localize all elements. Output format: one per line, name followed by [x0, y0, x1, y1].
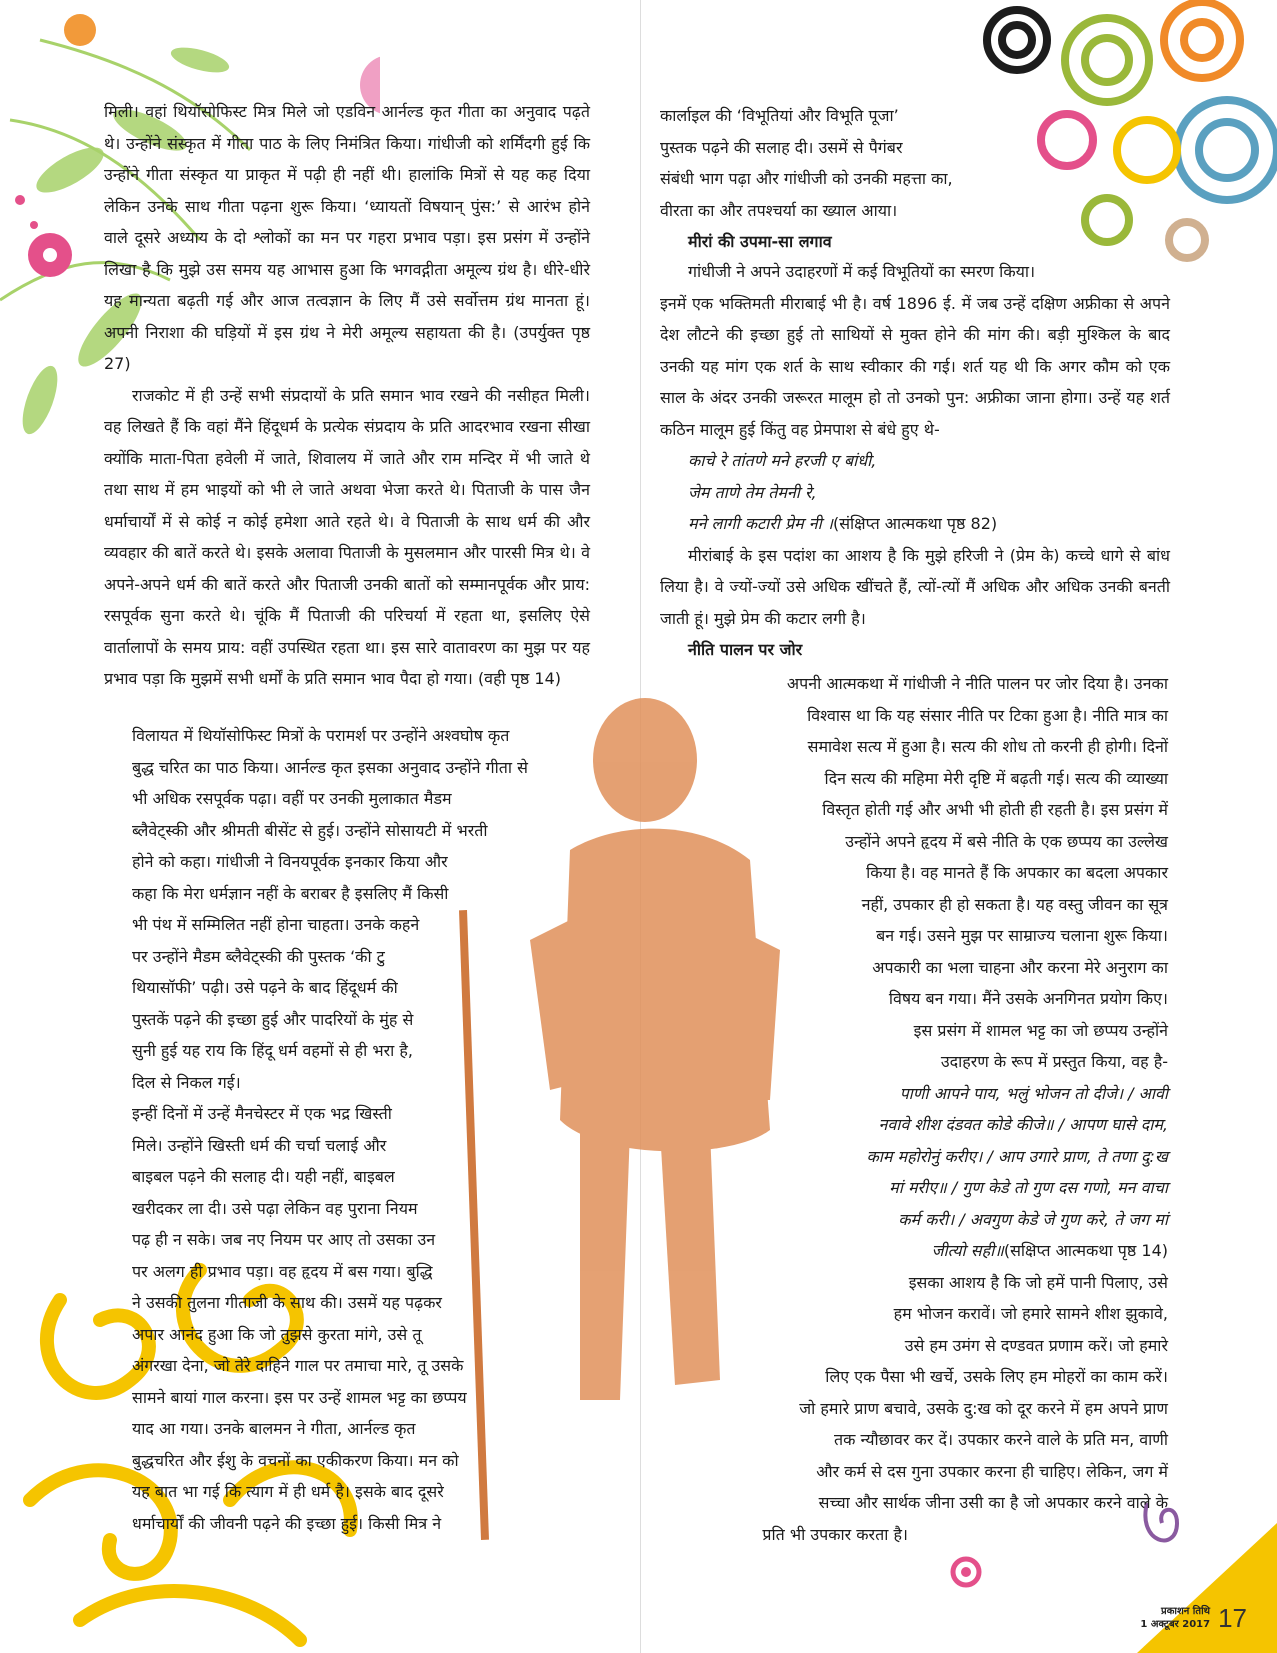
verse-line: जेम ताणे तेम तेमनी रे,	[688, 482, 817, 502]
text-line: कार्लाइल की ‘विभूतियां और विभूति पूजा’	[660, 106, 899, 125]
text-line: विस्तृत होती गई और अभी भी होती ही रहती है। इस प्रसंग में	[822, 800, 1168, 819]
paragraph	[104, 720, 574, 1098]
citation: (सक्षिप्त आत्मकथा पृष्ठ 14)	[1003, 1241, 1168, 1260]
text-line: प्रति भी उपकार करता है।	[762, 1524, 908, 1544]
verse	[660, 445, 1170, 540]
page-number: 17	[1218, 1603, 1247, 1633]
text-line: थियासॉफी’ पढ़ी। उसे पढ़ने के बाद हिंदूधर्म की	[132, 978, 398, 997]
right-column-top	[660, 100, 1160, 258]
verse-line: मां मरीए॥ / गुण केडे तो गुण दस गणो, मन वाचा	[889, 1178, 1168, 1197]
publication-date	[1140, 1605, 1210, 1631]
text-line: उसे हम उमंग से दण्डवत प्रणाम करें। जो हमारे	[904, 1335, 1168, 1355]
paragraph: मीरांबाई के इस पदांश का आशय है कि मुझे हरिजी ने (प्रेम के) कच्चे धागे से बांध लिया है। वे ज्यों-ज्यों उसे अधिक खींचते हैं, त्यों-त्यों मैं अधिक और अधिक उनकी बनती जाती हूं। मुझे प्रेम की कटार लगी है।	[660, 545, 1170, 628]
text-line: विश्वास था कि यह संसार नीति पर टिका हुआ है। नीति मात्र का	[807, 705, 1168, 725]
text-line: इन्हीं दिनों में उन्हें मैनचेस्टर में एक भद्र खिस्ती	[132, 1104, 392, 1123]
text-line: गांधीजी ने अपने उदाहरणों में कई विभूतियों का स्मरण किया।	[688, 262, 1036, 281]
text-line: पर उन्होंने मैडम ब्लैवेट्स्की की पुस्तक ‘की टु	[132, 946, 385, 966]
section-heading: नीति पालन पर जोर	[688, 640, 803, 659]
text-line: उन्होंने अपने हृदय में बसे नीति के एक छप्पय का उल्लेख	[845, 831, 1168, 851]
text-line: अपकारी का भला चाहना और करना मेरे अनुराग का	[872, 957, 1168, 977]
text-line: भी अधिक रसपूर्वक पढ़ा। वहीं पर उनकी मुलाकात मैडम	[132, 789, 452, 808]
page-folio	[1140, 1605, 1247, 1631]
text-line: हम भोजन करावें। जो हमारे सामने शीश झुकावे,	[893, 1304, 1168, 1323]
text-line: लिए एक पैसा भी खर्चे, उसके लिए हम मोहरों का काम करें।	[825, 1367, 1168, 1386]
text-line: अपार आनंद हुआ कि जो तुझसे कुरता मांगे, उसे तू	[132, 1324, 422, 1344]
text-line: पुस्तक पढ़ने की सलाह दी। उसमें से पैगंबर	[660, 137, 903, 157]
verse-line: नवावे शीश दंडवत कोडे कीजे॥ / आपण घासे दाम,	[878, 1115, 1168, 1134]
verse	[668, 1078, 1168, 1267]
left-column	[104, 96, 590, 695]
text-line: खरीदकर ला दी। उसे पढ़ा लेकिन वह पुराना नियम	[132, 1198, 418, 1218]
text-line: इसका आशय है कि जो हमें पानी पिलाए, उसे	[908, 1272, 1168, 1292]
paragraph: राजकोट में ही उन्हें सभी संप्रदायों के प्रति समान भाव रखने की नसीहत मिली। वह लिखते हैं कि वहां मैंने हिंदूधर्म के प्रत्येक संप्रदाय के प्रति आदरभाव रखना सीखा क्योंकि माता-पिता हवेली में जाते, शिवालय में जाते और राम मन्दिर में भी जाते थे तथा साथ में हम भाइयों को भी ले जाते अथवा भेजा करते थे। पिताजी के पास जैन धर्माचार्यों में से कोई न कोई हमेशा आते रहते थे। वे पिताजी के साथ धर्म की और व्यवहार की बातें करते थे। इसके अलावा पिताजी के मुसलमान और पारसी मित्र थे। वे अपने-अपने धर्म की बातें करते और पिताजी उनकी बातों को सम्मानपूर्वक और प्राय: रसपूर्वक सुना करते थे। चूंकि मैं पिताजी की परिचर्या में रहता था, इसलिए ऐसे वार्तालापों के समय प्राय: वहीं उपस्थित रहता था। इस सारे वातावरण का मुझ पर यह प्रभाव पड़ा कि मुझमें सभी धर्मों के प्रति समान भाव पैदा हो गया। (वही पृष्ठ 14)	[104, 385, 590, 688]
text-line: अपनी आत्मकथा में गांधीजी ने नीति पालन पर जोर दिया है। उनका	[786, 674, 1168, 693]
verse-line: काम महोरोनुं करीए। / आप उगारे प्राण, ते तणा दु:ख	[866, 1146, 1168, 1166]
text-line: भी पंथ में सम्मिलित नहीं होना चाहता। उनके कहने	[132, 915, 420, 934]
text-line: उदाहरण के रूप में प्रस्तुत किया, वह है-	[940, 1052, 1168, 1071]
pub-date-value: 1 अक्टूबर 2017	[1140, 1619, 1211, 1630]
text-line: तक न्यौछावर कर दें। उपकार करने वाले के प्रति मन, वाणी	[834, 1430, 1168, 1449]
text-line: किया है। वह मानते हैं कि अपकार का बदला अपकार	[866, 863, 1168, 882]
paragraph: मिली। वहां थियॉसोफिस्ट मित्र मिले जो एडविन आर्नल्ड कृत गीता का अनुवाद पढ़ते थे। उन्होंने संस्कृत में गीता पाठ के लिए निमंत्रित किया। गांधीजी को शर्मिंदगी हुई कि उन्होंने गीता संस्कृत या प्राकृत में पढ़ी ही नहीं थी। हालांकि मित्रों से यह कह दिया लेकिन उनके साथ गीता पढ़ना शुरू किया। ‘ध्यायतों विषयान् पुंस:’ से आरंभ होने वाले दूसरे अध्याय के दो श्लोकों का मन पर गहरा प्रभाव पड़ा। इस प्रसंग में उन्होंने लिखा है कि मुझे उस समय यह आभास हुआ कि भगवद्गीता अमूल्य ग्रंथ है। धीरे-धीरे यह मान्यता बढ़ती गई और आज तत्वज्ञान के लिए मैं उसे सर्वोत्तम ग्रंथ मानता हूं। अपनी निराशा की घड़ियों में इस ग्रंथ ने मेरी अमूल्य सहायता की है। (उपर्युक्त पृष्ठ 27)	[104, 102, 590, 373]
text-line: पुस्तकें पढ़ने की इच्छा हुई और पादरियों के मुंह से	[132, 1009, 414, 1029]
text-line: इस प्रसंग में शामल भट्ट का जो छप्पय उन्होंने	[913, 1020, 1168, 1040]
text-line: बाइबल पढ़ने की सलाह दी। यही नहीं, बाइबल	[132, 1167, 395, 1186]
section-heading: मीरां की उपमा-सा लगाव	[688, 232, 832, 251]
citation: (संक्षिप्त आत्मकथा पृष्ठ 82)	[832, 514, 998, 533]
text-line: और कर्म से दस गुना उपकार करना ही चाहिए। लेकिन, जग में	[816, 1461, 1168, 1481]
verse-line: जीत्यो सही॥(सक्षिप्त आत्मकथा पृष्ठ 14)	[931, 1241, 1168, 1260]
text-line: मिले। उन्होंने खिस्ती धर्म की चर्चा चलाई और	[132, 1135, 387, 1155]
text-line: धर्माचार्यों की जीवनी पढ़ने की इच्छा हुई। किसी मित्र ने	[132, 1513, 442, 1533]
text-line: यह बात भा गई कि त्याग में ही धर्म है। इसके बाद दूसरे	[132, 1482, 444, 1501]
text-line: समावेश सत्य में हुआ है। सत्य की शोध तो करनी ही होगी। दिनों	[807, 737, 1168, 756]
text-line: सच्चा और सार्थक जीना उसी का है जो अपकार करने वाले के	[818, 1493, 1168, 1512]
paragraph: इनमें एक भक्तिमती मीराबाई भी है। वर्ष 1896 ई. में जब उन्हें दक्षिण अफ्रीका से अपने देश लौटने की इच्छा हुई तो साथियों से मुक्त होने की मांग की। बड़ी मुश्किल के बाद उनकी यह मांग एक शर्त के साथ स्वीकार की गई। शर्त यह थी कि अगर कौम को एक साल के अंदर उनकी जरूरत मालूम हो तो उनको पुन: अफ्रीका जाना होगा। उन्हें यह शर्त कठिन मालूम हुई किंतु वह प्रेमपाश से बंधे हुए थे-	[660, 293, 1170, 439]
right-column	[660, 256, 1170, 666]
text-line: बन गई। उसने मुझ पर साम्राज्य चलाना शुरू किया।	[876, 926, 1168, 945]
verse-line: कर्म करी। / अवगुण केडे जे गुण करे, ते जग मां	[898, 1209, 1168, 1229]
verse-line: मने लागी कटारी प्रेम नी ।(संक्षिप्त आत्मकथा पृष्ठ 82)	[688, 514, 998, 533]
publisher-logo-icon	[950, 1556, 982, 1588]
left-column-narrow	[104, 720, 574, 1539]
text-line: बुद्धचरित और ईशु के वचनों का एकीकरण किया। मन को	[132, 1450, 459, 1470]
text-line: कहा कि मेरा धर्मज्ञान नहीं के बराबर है इसलिए मैं किसी	[132, 883, 449, 903]
text-line: वीरता का और तपश्चर्या का ख्याल आया।	[660, 200, 898, 220]
text-line: पढ़ ही न सके। जब नए नियम पर आए तो उसका उन	[132, 1230, 436, 1249]
text-line: अंगरखा देना, जो तेरे दाहिने गाल पर तमाचा मारे, तू उसके	[132, 1356, 464, 1375]
text-line: याद आ गया। उनके बालमन ने गीता, आर्नल्ड कृत	[132, 1419, 416, 1438]
text-line: विषय बन गया। मैंने उसके अनगिनत प्रयोग किए।	[888, 989, 1168, 1008]
right-column-lower	[668, 668, 1168, 1550]
text-line: पर अलग ही प्रभाव पड़ा। वह हृदय में बस गया। बुद्धि	[132, 1261, 433, 1281]
text-line: होने को कहा। गांधीजी ने विनयपूर्वक इनकार किया और	[132, 852, 448, 871]
pub-date-label: प्रकाशन तिथि	[1161, 1606, 1211, 1617]
text-line: सामने बायां गाल करना। इस पर उन्हें शामल भट्ट का छप्पय	[132, 1387, 467, 1407]
paragraph	[104, 1098, 574, 1539]
verse-line: पाणी आपने पाय, भलुं भोजन तो दीजे। / आवी	[899, 1083, 1168, 1103]
text-line: जो हमारे प्राण बचावे, उसके दु:ख को दूर करने में हम अपने प्राण	[799, 1398, 1168, 1418]
text-line: संबंधी भाग पढ़ा और गांधीजी को उनकी महत्ता का,	[660, 169, 953, 188]
text-line: बुद्ध चरित का पाठ किया। आर्नल्ड कृत इसका अनुवाद उन्होंने गीता से	[132, 757, 528, 777]
text-line: ब्लैवेट्स्की और श्रीमती बीसेंट से हुई। उन्होंने सोसायटी में भरती	[132, 820, 488, 840]
text-line: सुनी हुई यह राय कि हिंदू धर्म वहमों से ही भरा है,	[132, 1041, 413, 1060]
text-line: विलायत में थियॉसोफिस्ट मित्रों के परामर्श पर उन्होंने अश्वघोष कृत	[132, 726, 510, 745]
text-line: दिन सत्य की महिमा मेरी दृष्टि में बढ़ती गई। सत्य की व्याख्या	[824, 768, 1168, 788]
verse-line: काचे रे तांतणे मने हरजी ए बांधी,	[688, 451, 877, 470]
text-line: नहीं, उपकार ही हो सकता है। यह वस्तु जीवन का सूत्र	[861, 894, 1168, 914]
text-line: दिल से निकल गई।	[132, 1072, 241, 1092]
text-line: ने उसकी तुलना गीताजी के साथ की। उसमें यह पढ़कर	[132, 1293, 442, 1312]
